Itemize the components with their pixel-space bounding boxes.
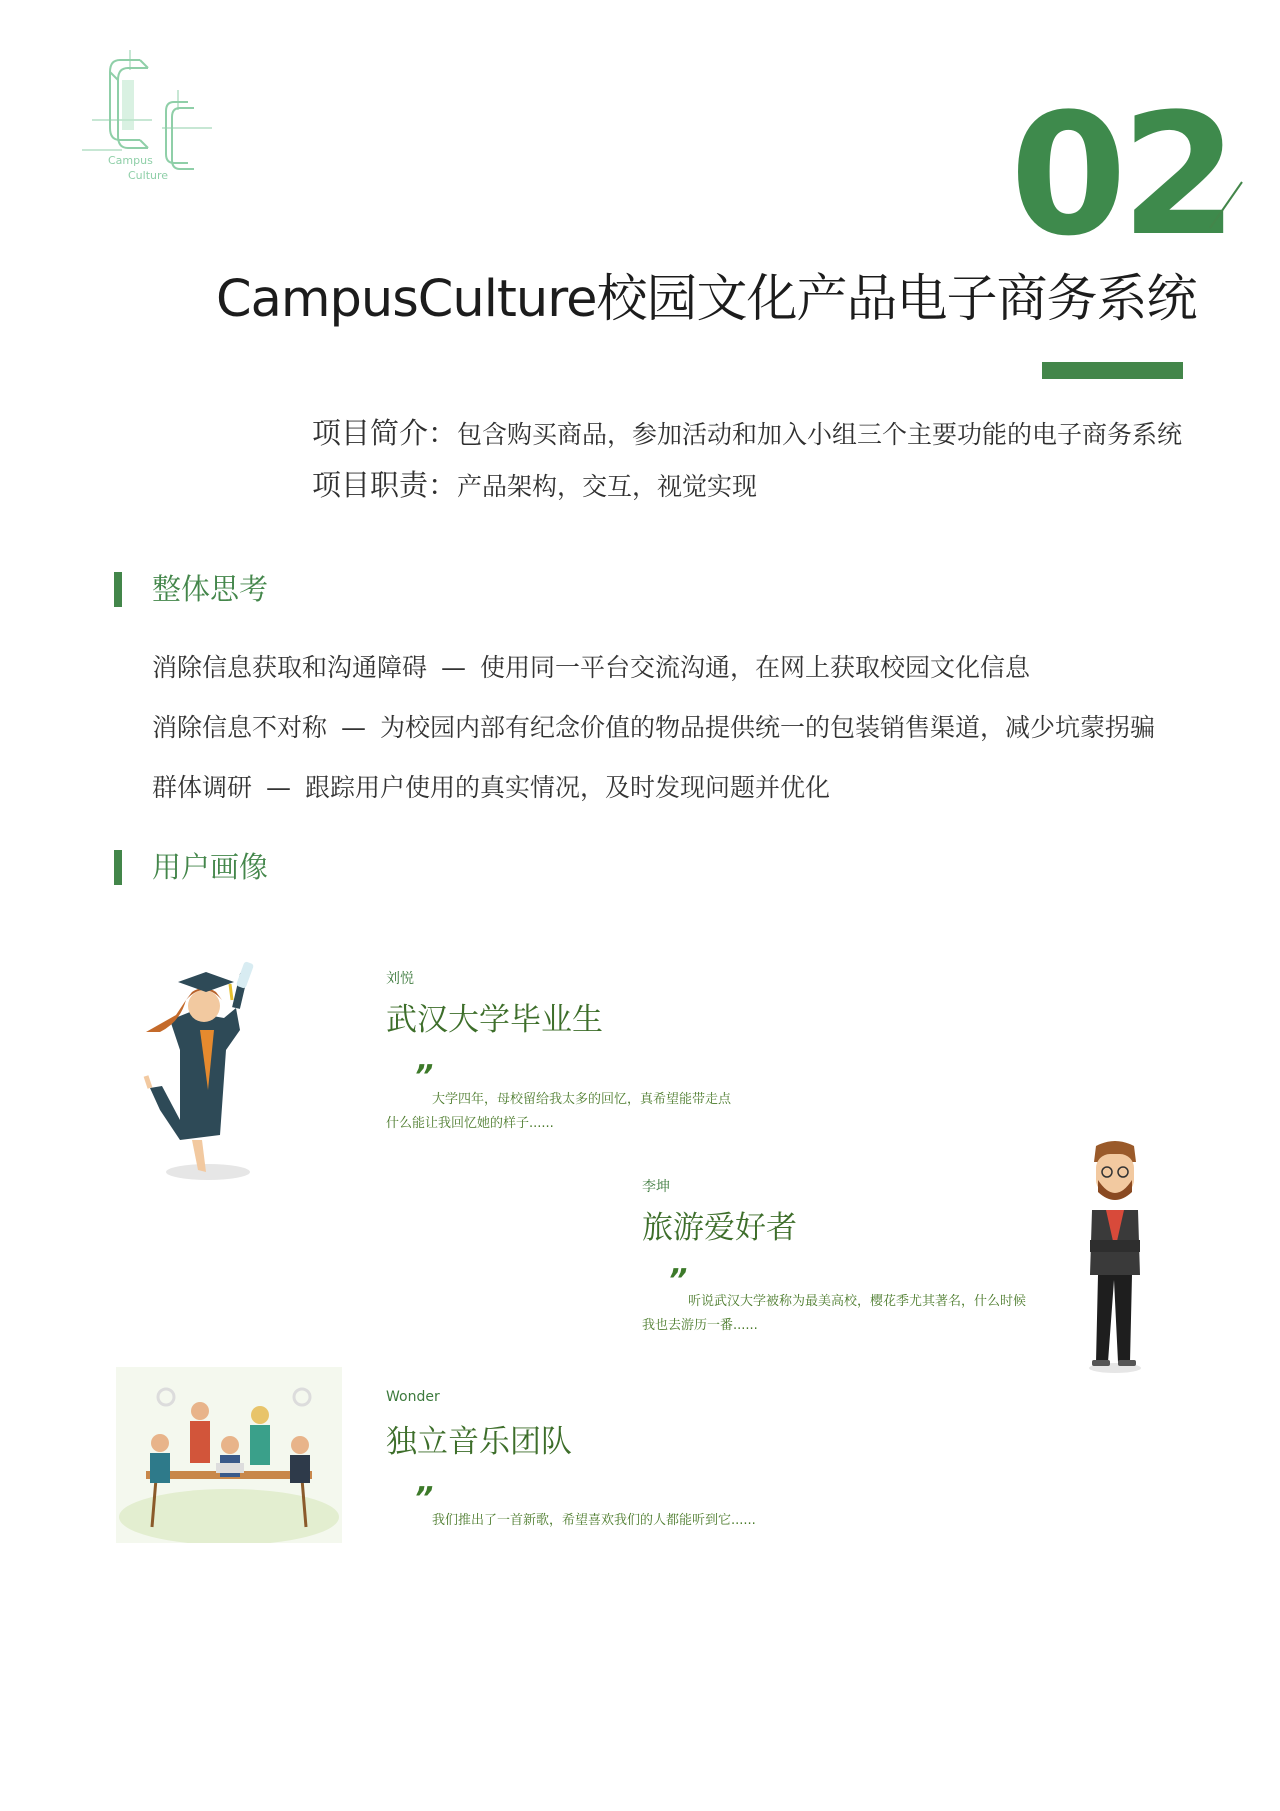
persona-role: 独立音乐团队 <box>386 1424 572 1460</box>
heading-bar <box>114 572 122 607</box>
thinking-item <box>152 771 830 805</box>
thinking-topic: 消除信息不对称 <box>152 713 328 742</box>
persona-quote <box>386 1088 731 1136</box>
persona-name: Wonder <box>386 1389 440 1405</box>
heading-text: 整体思考 <box>152 572 269 606</box>
logo-word-culture: Culture <box>128 169 169 182</box>
project-intro-label: 项目简介： <box>312 416 458 450</box>
thinking-detail: 使用同一平台交流沟通，在网上获取校园文化信息 <box>480 653 1031 682</box>
persona-role: 武汉大学毕业生 <box>386 1002 603 1038</box>
persona-quote-line: 我们推出了一首新歌，希望喜欢我们的人都能听到它...... <box>432 1513 756 1528</box>
persona-name: 李坤 <box>642 1179 670 1195</box>
heading-text: 用户画像 <box>152 850 269 884</box>
page-title: CampusCulture校园文化产品电子商务系统 <box>216 270 1197 329</box>
project-role-text: 产品架构，交互，视觉实现 <box>457 472 758 501</box>
thinking-dash: — <box>266 773 292 802</box>
thinking-dash: — <box>341 713 367 742</box>
persona-quote-line: 听说武汉大学被称为最美高校，樱花季尤其著名，什么时候 <box>688 1294 1027 1309</box>
section-number: 02 <box>1010 77 1232 273</box>
persona-role: 旅游爱好者 <box>642 1210 797 1246</box>
band-illustration <box>116 1367 342 1543</box>
logo-caption <box>108 153 168 183</box>
thinking-detail: 跟踪用户使用的真实情况，及时发现问题并优化 <box>305 773 831 802</box>
persona-quote <box>642 1290 1026 1338</box>
persona-quote <box>386 1509 756 1533</box>
quote-mark-icon: ” <box>414 1059 434 1094</box>
project-intro-text: 包含购买商品，参加活动和加入小组三个主要功能的电子商务系统 <box>457 420 1183 449</box>
quote-mark-icon: ” <box>414 1481 434 1516</box>
persona-name: 刘悦 <box>386 971 414 987</box>
persona-quote-line: 什么能让我回忆她的样子...... <box>386 1116 554 1131</box>
graduate-illustration <box>140 960 270 1185</box>
project-role-label: 项目职责： <box>312 468 458 502</box>
traveler-illustration <box>1070 1140 1160 1375</box>
slash-decoration <box>1206 180 1246 230</box>
title-underline <box>1042 362 1183 379</box>
project-intro <box>312 415 1182 453</box>
thinking-topic: 群体调研 <box>152 773 253 802</box>
persona-quote-line: 大学四年，母校留给我太多的回忆，真希望能带走点 <box>432 1092 732 1107</box>
thinking-item <box>152 711 1155 745</box>
quote-mark-icon: ” <box>668 1263 688 1298</box>
persona-quote-line: 我也去游历一番...... <box>642 1318 758 1333</box>
thinking-detail: 为校园内部有纪念价值的物品提供统一的包装销售渠道，减少坑蒙拐骗 <box>380 713 1156 742</box>
logo-word-campus: Campus <box>108 154 153 167</box>
heading-bar <box>114 850 122 885</box>
thinking-item <box>152 651 1030 685</box>
thinking-topic: 消除信息获取和沟通障碍 <box>152 653 428 682</box>
project-role <box>312 467 757 505</box>
thinking-dash: — <box>441 653 467 682</box>
